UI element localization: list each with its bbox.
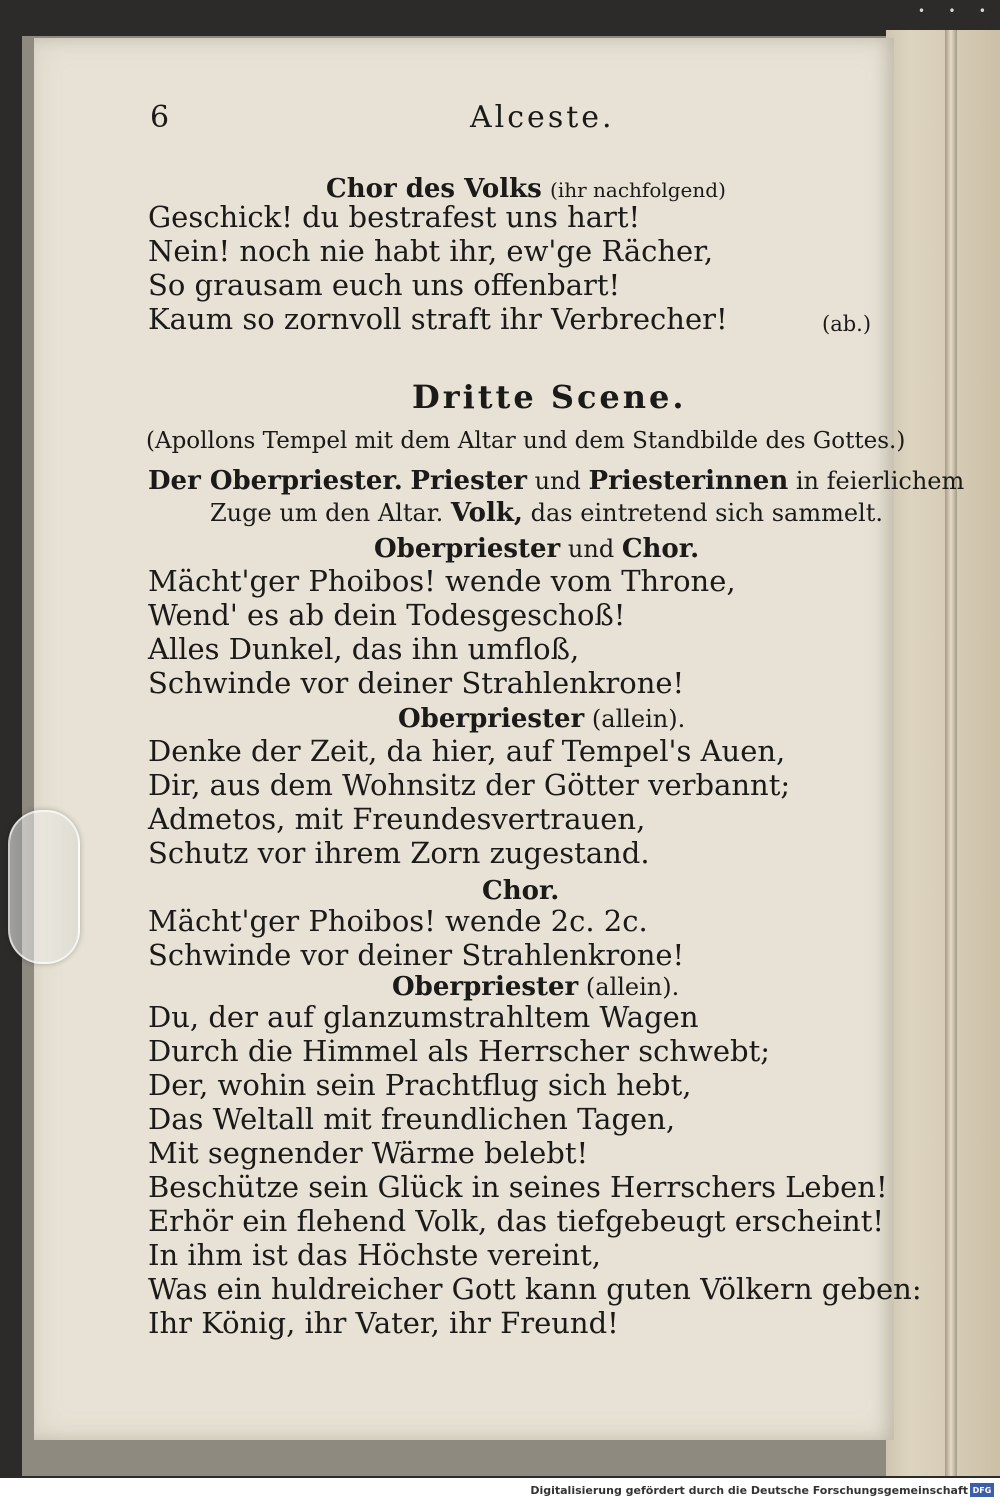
person-volk: Volk,: [450, 498, 523, 528]
verse-line: Geschick! du bestrafest uns hart!: [148, 200, 641, 234]
conjunction: und: [534, 467, 581, 495]
verse-line: Der, wohin sein Prachtflug sich hebt,: [148, 1068, 692, 1102]
verse-line: Das Weltall mit freundlichen Tagen,: [148, 1102, 676, 1136]
persons-line-2: [210, 498, 883, 528]
footer-bar: [0, 1478, 1000, 1504]
exit-direction: (ab.): [822, 312, 872, 336]
facing-page-edge: [886, 30, 1000, 1476]
speaker-label: Oberpriester: [374, 534, 561, 564]
verse-line: Kaum so zornvoll straft ihr Verbrecher!: [148, 302, 728, 336]
speaker-label: Chor.: [482, 876, 560, 906]
section1-heading: [374, 534, 699, 564]
verse-line: So grausam euch uns offenbart!: [148, 268, 621, 302]
person-priester: Priester: [410, 466, 527, 496]
persons-text: in feierlichem: [795, 467, 965, 495]
footer-credit: Digitalisierung gefördert durch die Deutsche Forschungsgemeinschaft: [530, 1484, 968, 1497]
verse-line: Nein! noch nie habt ihr, ew'ge Rächer,: [148, 234, 714, 268]
verse-line: Du, der auf glanzumstrahltem Wagen: [148, 1000, 699, 1034]
speaker-label: Oberpriester: [392, 972, 579, 1002]
chorus1-direction: (ihr nachfolgend): [550, 178, 726, 202]
section4-heading: [392, 972, 679, 1002]
verse-line: Durch die Himmel als Herrscher schwebt;: [148, 1034, 771, 1068]
verse-line: Ihr König, ihr Vater, ihr Freund!: [148, 1306, 619, 1340]
persons-line-1: [148, 466, 964, 496]
book-spine: [945, 30, 957, 1476]
verse-line: Admetos, mit Freundesvertrauen,: [148, 802, 646, 836]
verse-line: Dir, aus dem Wohnsitz der Götter verbannt;: [148, 768, 791, 802]
verse-line: Beschütze sein Glück in seines Herrschers Leben!: [148, 1170, 888, 1204]
scene-setting: (Apollons Tempel mit dem Altar und dem Standbilde des Gottes.): [146, 428, 906, 454]
verse-line: Was ein huldreicher Gott kann guten Völkern geben:: [148, 1272, 922, 1306]
verse-line: Mächt'ger Phoibos! wende 2c. 2c.: [148, 904, 648, 938]
verse-line: In ihm ist das Höchste vereint,: [148, 1238, 601, 1272]
persons-text: das eintretend sich sammelt.: [530, 499, 883, 527]
verse-line: Denke der Zeit, da hier, auf Tempel's Auen,: [148, 734, 786, 768]
verse-line: Schutz vor ihrem Zorn zugestand.: [148, 836, 650, 870]
speaker-label: Chor.: [621, 534, 700, 564]
person-oberpriester: Der Oberpriester.: [148, 466, 403, 496]
scene-title: Dritte Scene.: [412, 378, 687, 416]
verse-line: Schwinde vor deiner Strahlenkrone!: [148, 666, 685, 700]
book-page: [34, 38, 965, 1440]
verse-line: Mächt'ger Phoibos! wende vom Throne,: [148, 564, 736, 598]
page-clip: [8, 810, 80, 964]
verse-line: Wend' es ab dein Todesgeschoß!: [148, 598, 626, 632]
chorus1-speaker: Chor des Volks: [326, 174, 542, 204]
stage-direction: (allein).: [585, 973, 680, 1001]
persons-text: Zuge um den Altar.: [210, 499, 444, 527]
running-head: Alceste.: [470, 100, 615, 135]
verse-line: Schwinde vor deiner Strahlenkrone!: [148, 938, 685, 972]
verse-line: Mit segnender Wärme belebt!: [148, 1136, 589, 1170]
section2-heading: [398, 704, 685, 734]
stage-direction: (allein).: [591, 705, 686, 733]
verse-line: Erhör ein flehend Volk, das tiefgebeugt erscheint!: [148, 1204, 885, 1238]
dfg-logo-icon: DFG: [970, 1483, 994, 1497]
person-priesterinnen: Priesterinnen: [588, 466, 789, 496]
page-number: 6: [150, 100, 170, 135]
corner-dots-icon: • • •: [917, 4, 994, 18]
conjunction: und: [567, 535, 615, 563]
speaker-label: Oberpriester: [398, 704, 585, 734]
page-text: [34, 38, 965, 1440]
verse-line: Alles Dunkel, das ihn umfloß,: [148, 632, 580, 666]
section3-heading: [482, 876, 559, 906]
